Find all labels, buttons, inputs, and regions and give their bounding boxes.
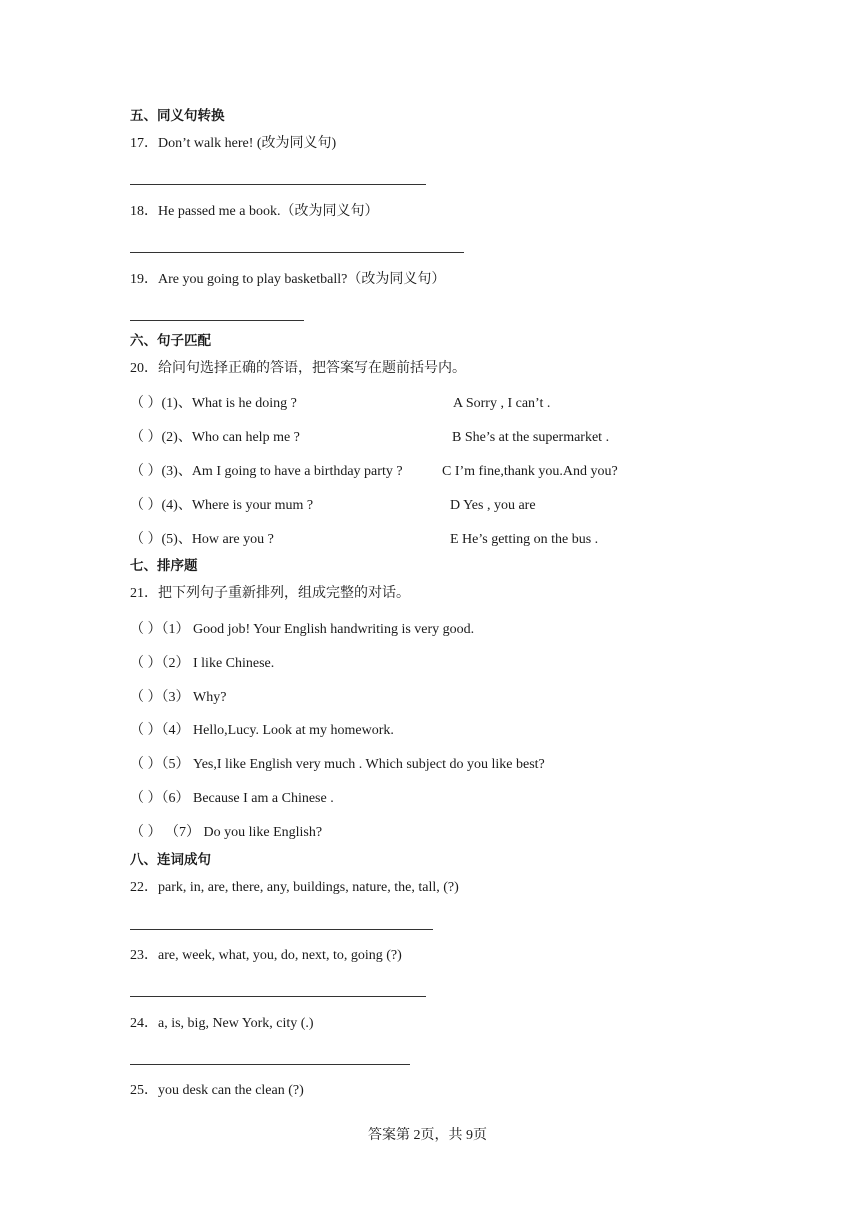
match-question: （ ）(2)、Who can help me ? xyxy=(130,430,300,445)
answer-line-23 xyxy=(130,996,426,997)
ordering-item: （ ）（5） Yes,I like English very much . Which subject do you like best? xyxy=(130,757,545,772)
section-heading-7: 七、排序题 xyxy=(130,558,198,574)
section-heading-8: 八、连词成句 xyxy=(130,852,211,868)
question-22: 22．park, in, are, there, any, buildings, nature, the, tall, (?) xyxy=(130,880,459,895)
question-21-prompt: 21．把下列句子重新排列，组成完整的对话。 xyxy=(130,586,410,601)
section-heading-5: 五、同义句转换 xyxy=(130,108,225,124)
ordering-item: （ ） （7） Do you like English? xyxy=(130,825,323,840)
question-19: 19．Are you going to play basketball?（改为同义句） xyxy=(130,272,446,287)
ordering-item: （ ）（6） Because I am a Chinese . xyxy=(130,791,334,806)
question-23: 23．are, week, what, you, do, next, to, going (?) xyxy=(130,948,402,963)
question-17: 17．Don’t walk here! (改为同义句) xyxy=(130,136,337,151)
question-25: 25．you desk can the clean (?) xyxy=(130,1083,304,1098)
match-answer: D Yes , you are xyxy=(450,498,536,513)
question-18: 18．He passed me a book.（改为同义句） xyxy=(130,204,379,219)
ordering-item: （ ）（2） I like Chinese. xyxy=(130,656,275,671)
match-answer: B She’s at the supermarket . xyxy=(452,430,610,445)
match-question: （ ）(4)、Where is your mum ? xyxy=(130,498,314,513)
answer-line-22 xyxy=(130,929,433,930)
match-question: （ ）(1)、What is he doing ? xyxy=(130,396,297,411)
page-footer: 答案第 2页，共 9页 xyxy=(368,1128,487,1143)
answer-line-18 xyxy=(130,252,464,253)
match-question: （ ）(3)、Am I going to have a birthday party ? xyxy=(130,464,403,479)
match-answer: C I’m fine,thank you.And you? xyxy=(442,464,618,479)
question-20-prompt: 20．给问句选择正确的答语，把答案写在题前括号内。 xyxy=(130,361,466,376)
section-heading-6: 六、句子匹配 xyxy=(130,333,211,349)
ordering-item: （ ）（3） Why? xyxy=(130,690,227,705)
match-answer: A Sorry , I can’t . xyxy=(453,396,551,411)
match-question: （ ）(5)、How are you ? xyxy=(130,532,274,547)
answer-line-17 xyxy=(130,184,426,185)
match-answer: E He’s getting on the bus . xyxy=(450,532,599,547)
ordering-item: （ ）（1） Good job! Your English handwriting is very good. xyxy=(130,622,475,637)
question-24: 24．a, is, big, New York, city (.) xyxy=(130,1016,314,1031)
answer-line-19 xyxy=(130,320,304,321)
ordering-item: （ ）（4） Hello,Lucy. Look at my homework. xyxy=(130,723,394,738)
answer-line-24 xyxy=(130,1064,410,1065)
